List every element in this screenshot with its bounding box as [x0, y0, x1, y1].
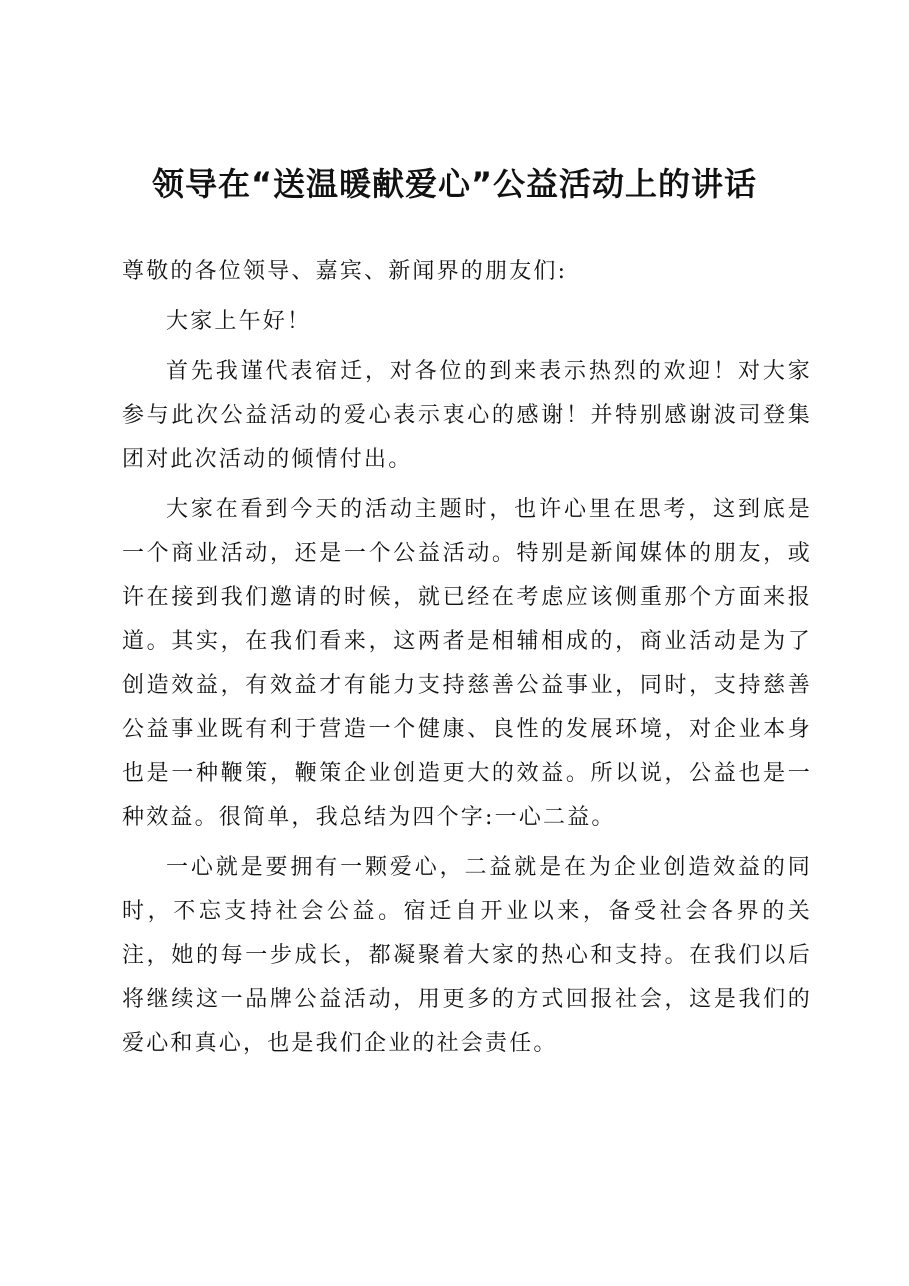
paragraph-welcome: 首先我谨代表宿迁，对各位的到来表示热烈的欢迎！对大家参与此次公益活动的爱心表示衷心的感谢！并特别感谢波司登集团对此次活动的倾情付出。 — [122, 359, 812, 472]
paragraph-greeting: 大家上午好！ — [166, 309, 312, 334]
paragraph-one-heart-two-benefits: 一心就是要拥有一颗爱心，二益就是在为企业创造效益的同时，不忘支持社会公益。宿迁自开业以来，备受社会各界的关注，她的每一步成长，都凝聚着大家的热心和支持。在我们以后将继续这一品牌公益活动，用更多的方式回报社会，这是我们的爱心和真心，也是我们企业的社会责任。 — [122, 855, 812, 1056]
document-title: 领导在“送温暖献爱心”公益活动上的讲话 — [151, 165, 758, 203]
speech-body — [122, 250, 812, 1072]
paragraph-commerce-and-charity: 大家在看到今天的活动主题时，也许心里在思考，这到底是一个商业活动，还是一个公益活动。特别是新闻媒体的朋友，或许在接到我们邀请的时候，就已经在考虑应该侧重那个方面来报道。其实，在我们看来，这两者是相辅相成的，商业活动是为了创造效益，有效益才有能力支持慈善公益事业，同时，支持慈善公益事业既有利于营造一个健康、良性的发展环境，对企业本身也是一种鞭策，鞭策企业创造更大的效益。所以说，公益也是一种效益。很简单，我总结为四个字:一心二益。 — [122, 497, 812, 830]
salutation: 尊敬的各位领导、嘉宾、新闻界的朋友们: — [122, 259, 568, 284]
